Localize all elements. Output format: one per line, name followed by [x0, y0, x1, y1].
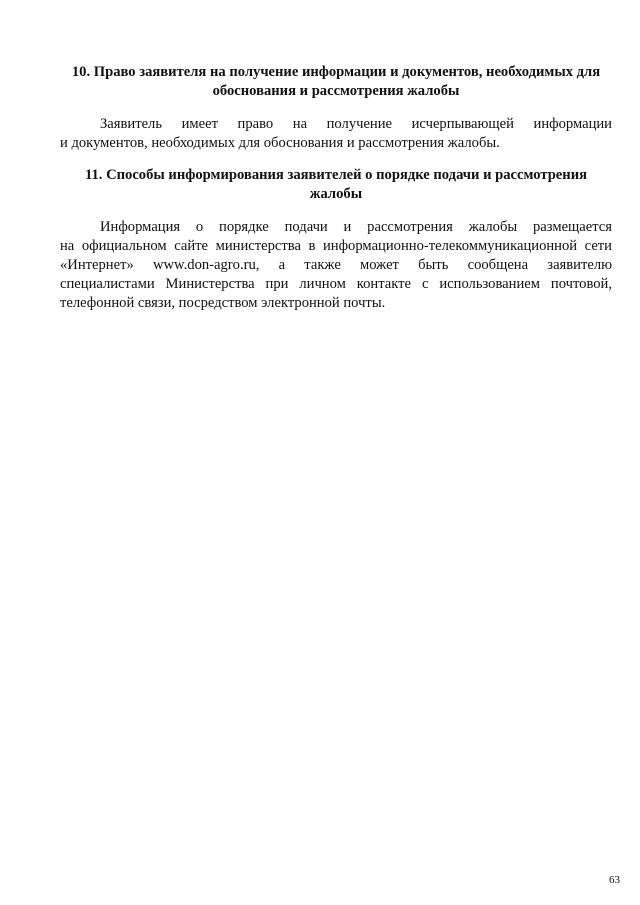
section-11-heading-line-2: жалобы — [309, 186, 363, 202]
section-10-paragraph-line-2: и документов, необходимых для обоснования и рассмотрения жалобы. — [60, 135, 500, 151]
section-11-heading-line-1: 11. Способы информирования заявителей о порядке подачи и рассмотрения — [84, 167, 587, 183]
section-11-paragraph-line-4: специалистами Министерства при личном контакте с использованием почтовой, — [60, 276, 612, 292]
section-10-heading-line-1: 10. Право заявителя на получение информации и документов, необходимых для — [71, 64, 601, 80]
section-11-paragraph-line-1: Информация о порядке подачи и рассмотрения жалобы размещается — [100, 219, 612, 235]
page-number: 63 — [609, 874, 620, 886]
section-11-paragraph — [60, 218, 612, 313]
section-10-paragraph-line-1: Заявитель имеет право на получение исчерпывающей информации — [100, 116, 612, 132]
section-10-heading-line-2: обоснования и рассмотрения жалобы — [212, 83, 460, 99]
section-10-paragraph — [60, 115, 612, 153]
section-11-paragraph-line-3: «Интернет» www.don-agro.ru, а также может быть сообщена заявителю — [60, 257, 612, 273]
section-11-heading — [60, 166, 612, 204]
section-10-heading — [60, 63, 612, 101]
section-11-paragraph-line-2: на официальном сайте министерства в информационно-телекоммуникационной сети — [60, 238, 612, 254]
section-11-paragraph-line-5: телефонной связи, посредством электронной почты. — [60, 295, 386, 311]
